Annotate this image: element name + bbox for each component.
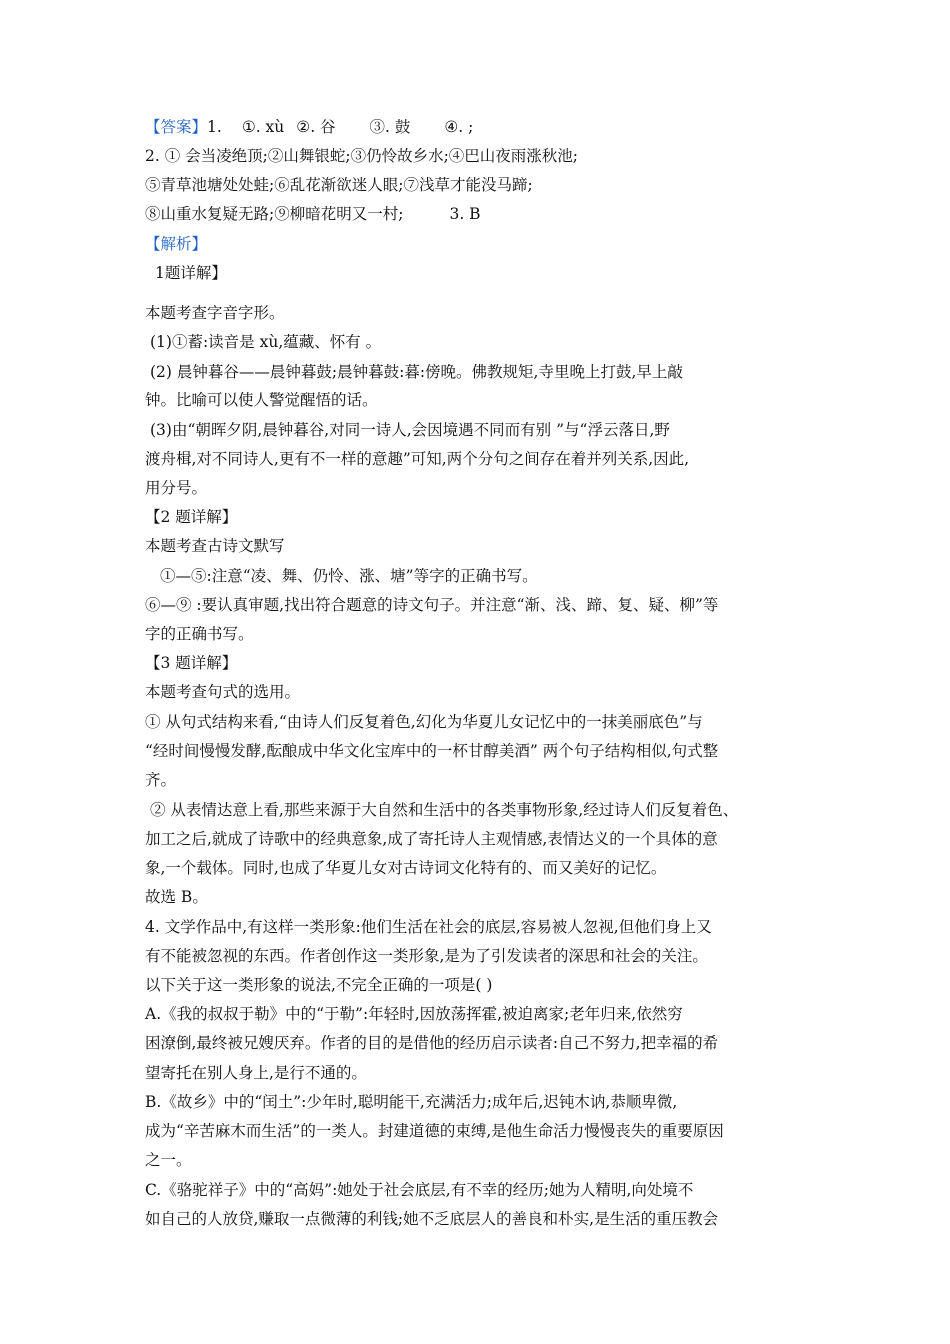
answer-q1-b: ②. 谷 — [296, 118, 336, 136]
answer-q1-number: 1. — [207, 118, 222, 136]
analysis-q2-p2-line-1: ⑥—⑨ :要认真审题,找出符合题意的诗文句子。并注意“渐、浅、蹄、复、疑、柳”等 — [145, 596, 719, 614]
analysis-q3-heading: 【3 题详解】 — [145, 654, 238, 672]
analysis-q3-p1-line-1: ① 从句式结构来看,“由诗人们反复着色,幻化为华夏儿女记忆中的一抹美丽底色”与 — [145, 713, 703, 731]
analysis-q2-p1: ①—⑤:注意“凌、舞、仍怜、涨、塘”等字的正确书写。 — [160, 567, 538, 585]
analysis-q2-p2-line-2: 字的正确书写。 — [145, 625, 254, 643]
analysis-q3-p1-line-2: “经时间慢慢发酵,酝酿成中华文化宝库中的一杯甘醇美酒” 两个句子结构相似,句式整 — [145, 742, 719, 760]
analysis-q1-intro: 本题考查字音字形。 — [145, 304, 285, 322]
q4-stem-line-2: 有不能被忽视的东西。作者创作这一类形象,是为了引发读者的深思和社会的关注。 — [145, 947, 708, 965]
q4-stem-line-1: 4. 文学作品中,有这样一类形象:他们生活在社会的底层,容易被人忽视,但他们身上又 — [145, 918, 712, 936]
answer-q3: 3. B — [449, 205, 481, 223]
q4-option-a-line-2: 困潦倒,最终被兄嫂厌弃。作者的目的是借他的经历启示读者:自己不努力,把幸福的希 — [145, 1034, 719, 1052]
answer-q2-line-2: ⑤青草池塘处处蛙;⑥乱花渐欲迷人眼;⑦浅草才能没马蹄; — [145, 176, 533, 194]
q4-option-b-line-2: 成为“辛苦麻木而生活”的一类人。封建道德的束缚,是他生命活力慢慢丧失的重要原因 — [145, 1122, 724, 1140]
q4-option-c-line-1: C.《骆驼祥子》中的“高妈”:她处于社会底层,有不幸的经历;她为人精明,向处境不 — [145, 1181, 694, 1199]
analysis-q3-p1-line-3: 齐。 — [145, 771, 177, 789]
q4-option-b-line-1: B.《故乡》中的“闰土”:少年时,聪明能干,充满活力;成年后,迟钝木讷,恭顺卑微, — [145, 1093, 678, 1111]
analysis-q1-p2-line-1: (2) 晨钟暮谷——晨钟暮鼓;晨钟暮鼓:暮:傍晚。佛教规矩,寺里晚上打鼓,早上敲 — [150, 363, 683, 381]
analysis-q1-p3-line-1: (3)由“朝晖夕阴,晨钟暮谷,对同一诗人,会因境遇不同而有别 ”与“浮云落日,野 — [150, 421, 670, 439]
q4-option-a-line-1: A.《我的叔叔于勒》中的“于勒”:年轻时,因放荡挥霍,被迫离家;老年归来,依然穷 — [145, 1005, 683, 1023]
answer-q2-line-3 — [145, 203, 481, 225]
answer-q2-line-3-text: ⑧山重水复疑无路;⑨柳暗花明又一村; — [145, 205, 404, 223]
answer-line-1 — [145, 116, 473, 138]
answer-q2-line-1: 2. ① 会当凌绝顶;②山舞银蛇;③仍怜故乡水;④巴山夜雨涨秋池; — [145, 147, 579, 165]
analysis-q1-p2-line-2: 钟。比喻可以使人警觉醒悟的话。 — [145, 391, 378, 409]
answer-q1-c: ③. 鼓 — [369, 118, 411, 136]
analysis-q3-conclusion: 故选 B。 — [145, 888, 208, 906]
analysis-q1-p1: (1)①蓄:读音是 xù,蕴藏、怀有 。 — [150, 333, 382, 351]
analysis-q1-heading: 1题详解】 — [155, 264, 227, 282]
analysis-q3-intro: 本题考查句式的选用。 — [145, 683, 301, 701]
analysis-q3-p2-line-3: 象,一个载体。同时,也成了华夏儿女对古诗词文化特有的、而又美好的记忆。 — [145, 859, 667, 877]
analysis-q3-p2-line-1: ② 从表情达意上看,那些来源于大自然和生活中的各类事物形象,经过诗人们反复着色、 — [150, 801, 739, 819]
analysis-q2-heading: 【2 题详解】 — [145, 508, 238, 526]
answer-q1-a: ①. xù — [241, 118, 285, 136]
q4-option-a-line-3: 望寄托在别人身上,是行不通的。 — [145, 1064, 367, 1082]
answer-tag: 【答案】 — [145, 118, 208, 136]
analysis-q1-p3-line-2: 渡舟楫,对不同诗人,更有不一样的意趣”可知,两个分句之间存在着并列关系,因此, — [145, 450, 690, 468]
analysis-q1-p3-line-3: 用分号。 — [145, 479, 208, 497]
answer-q1-d: ④. ; — [444, 118, 474, 136]
q4-option-c-line-2: 如自己的人放贷,赚取一点微薄的利钱;她不乏底层人的善良和朴实,是生活的重压教会 — [145, 1210, 719, 1228]
analysis-q3-p2-line-2: 加工之后,就成了诗歌中的经典意象,成了寄托诗人主观情感,表情达义的一个具体的意 — [145, 830, 718, 848]
q4-stem-line-3: 以下关于这一类形象的说法,不完全正确的一项是( ) — [145, 976, 493, 994]
analysis-q2-intro: 本题考查古诗文默写 — [145, 537, 285, 555]
analysis-tag: 【解析】 — [145, 235, 208, 253]
q4-option-b-line-3: 之一。 — [145, 1151, 192, 1169]
